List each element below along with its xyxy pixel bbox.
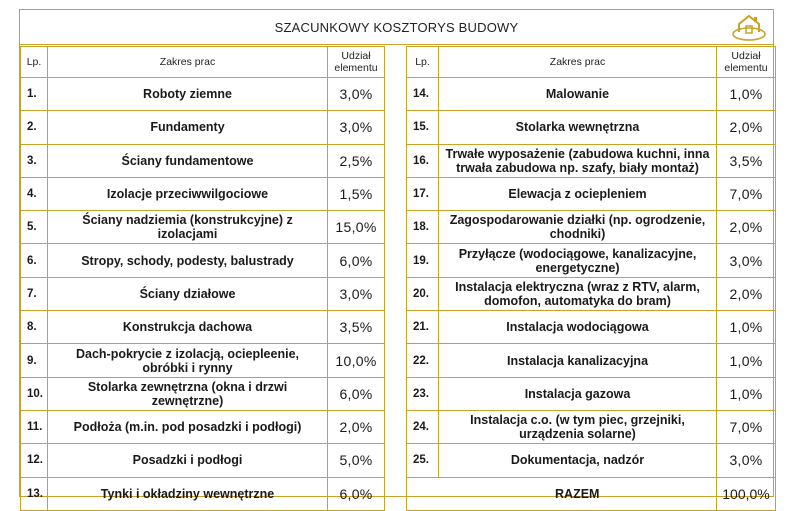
row-scope: Ściany działowe xyxy=(48,277,328,310)
row-number: 7. xyxy=(21,277,48,310)
table-row xyxy=(407,144,776,177)
row-share: 3,5% xyxy=(717,144,776,177)
row-number: 5. xyxy=(21,211,48,244)
table-row xyxy=(407,211,776,244)
row-share: 1,0% xyxy=(717,377,776,410)
table-row xyxy=(21,244,385,277)
table-row xyxy=(407,244,776,277)
row-scope: Przyłącze (wodociągowe, kanalizacyjne, energetyczne) xyxy=(439,244,717,277)
row-number: 25. xyxy=(407,444,439,477)
row-number: 6. xyxy=(21,244,48,277)
row-scope: Roboty ziemne xyxy=(48,78,328,111)
header-lp: Lp. xyxy=(407,47,439,78)
row-number: 13. xyxy=(21,477,48,510)
header-share: Udział elementu xyxy=(717,47,776,78)
row-number: 22. xyxy=(407,344,439,377)
table-row xyxy=(407,410,776,443)
cost-table-right xyxy=(406,46,776,511)
row-share: 15,0% xyxy=(328,211,385,244)
row-share: 10,0% xyxy=(328,344,385,377)
row-share: 2,0% xyxy=(717,211,776,244)
table-row xyxy=(407,111,776,144)
row-scope: Tynki i okładziny wewnętrzne xyxy=(48,477,328,510)
table-row xyxy=(21,111,385,144)
table-row xyxy=(21,311,385,344)
row-number: 2. xyxy=(21,111,48,144)
row-scope: Ściany nadziemia (konstrukcyjne) z izolacjami xyxy=(48,211,328,244)
table-row xyxy=(407,177,776,210)
table-row xyxy=(21,78,385,111)
total-blank-cell xyxy=(407,477,439,510)
row-share: 3,0% xyxy=(328,111,385,144)
row-share: 3,0% xyxy=(328,277,385,310)
row-number: 21. xyxy=(407,311,439,344)
row-share: 3,0% xyxy=(717,444,776,477)
row-number: 23. xyxy=(407,377,439,410)
table-row xyxy=(407,344,776,377)
row-share: 2,5% xyxy=(328,144,385,177)
row-scope: Stolarka zewnętrzna (okna i drzwi zewnętrzne) xyxy=(48,377,328,410)
table-row xyxy=(21,410,385,443)
row-number: 3. xyxy=(21,144,48,177)
row-share: 7,0% xyxy=(717,177,776,210)
header-scope: Zakres prac xyxy=(48,47,328,78)
row-share: 1,0% xyxy=(717,344,776,377)
row-scope: Zagospodarowanie działki (np. ogrodzenie, chodniki) xyxy=(439,211,717,244)
row-scope: Izolacje przeciwwilgociowe xyxy=(48,177,328,210)
row-scope: Posadzki i podłogi xyxy=(48,444,328,477)
table-row xyxy=(407,444,776,477)
cost-estimate-frame xyxy=(19,9,774,502)
row-scope: Fundamenty xyxy=(48,111,328,144)
row-number: 24. xyxy=(407,410,439,443)
table-row xyxy=(21,211,385,244)
row-number: 15. xyxy=(407,111,439,144)
row-share: 3,5% xyxy=(328,311,385,344)
row-scope: Instalacja wodociągowa xyxy=(439,311,717,344)
row-number: 19. xyxy=(407,244,439,277)
row-scope: Dokumentacja, nadzór xyxy=(439,444,717,477)
row-share: 2,0% xyxy=(717,111,776,144)
row-number: 12. xyxy=(21,444,48,477)
row-scope: Podłoża (m.in. pod posadzki i podłogi) xyxy=(48,410,328,443)
row-number: 18. xyxy=(407,211,439,244)
row-number: 9. xyxy=(21,344,48,377)
row-scope: Dach-pokrycie z izolacją, ociepleenie, obróbki i rynny xyxy=(48,344,328,377)
row-share: 2,0% xyxy=(328,410,385,443)
house-logo-icon xyxy=(731,12,767,42)
row-scope: Ściany fundamentowe xyxy=(48,144,328,177)
row-share: 6,0% xyxy=(328,377,385,410)
table-row xyxy=(21,144,385,177)
table-row xyxy=(21,477,385,510)
row-scope: Elewacja z ociepleniem xyxy=(439,177,717,210)
cost-table-left xyxy=(20,46,385,511)
total-value: 100,0% xyxy=(717,477,776,510)
row-share: 2,0% xyxy=(717,277,776,310)
table-row xyxy=(407,277,776,310)
row-share: 5,0% xyxy=(328,444,385,477)
row-number: 20. xyxy=(407,277,439,310)
row-scope: Instalacja kanalizacyjna xyxy=(439,344,717,377)
row-scope: Malowanie xyxy=(439,78,717,111)
table-row xyxy=(21,344,385,377)
table-row xyxy=(21,177,385,210)
row-number: 1. xyxy=(21,78,48,111)
row-share: 3,0% xyxy=(328,78,385,111)
table-row xyxy=(407,377,776,410)
total-row xyxy=(407,477,776,510)
header-scope: Zakres prac xyxy=(439,47,717,78)
row-share: 1,0% xyxy=(717,311,776,344)
row-scope: Instalacja elektryczna (wraz z RTV, alarm, domofon, automatyka do bram) xyxy=(439,277,717,310)
table-row xyxy=(407,78,776,111)
row-scope: Instalacja gazowa xyxy=(439,377,717,410)
row-scope: Instalacja c.o. (w tym piec, grzejniki, urządzenia solarne) xyxy=(439,410,717,443)
row-number: 17. xyxy=(407,177,439,210)
header-lp: Lp. xyxy=(21,47,48,78)
row-scope: Stropy, schody, podesty, balustrady xyxy=(48,244,328,277)
total-label: RAZEM xyxy=(439,477,717,510)
header-share: Udział elementu xyxy=(328,47,385,78)
row-number: 10. xyxy=(21,377,48,410)
table-row xyxy=(407,311,776,344)
row-number: 4. xyxy=(21,177,48,210)
row-share: 1,5% xyxy=(328,177,385,210)
row-number: 11. xyxy=(21,410,48,443)
table-row xyxy=(21,444,385,477)
row-share: 6,0% xyxy=(328,244,385,277)
row-number: 16. xyxy=(407,144,439,177)
table-row xyxy=(21,277,385,310)
row-scope: Konstrukcja dachowa xyxy=(48,311,328,344)
table-row xyxy=(21,377,385,410)
page-title: SZACUNKOWY KOSZTORYS BUDOWY xyxy=(20,10,773,45)
row-share: 6,0% xyxy=(328,477,385,510)
row-scope: Stolarka wewnętrzna xyxy=(439,111,717,144)
row-share: 7,0% xyxy=(717,410,776,443)
row-number: 8. xyxy=(21,311,48,344)
row-scope: Trwałe wyposażenie (zabudowa kuchni, inna trwała zabudowa np. szafy, biały montaż) xyxy=(439,144,717,177)
row-share: 1,0% xyxy=(717,78,776,111)
row-number: 14. xyxy=(407,78,439,111)
row-share: 3,0% xyxy=(717,244,776,277)
